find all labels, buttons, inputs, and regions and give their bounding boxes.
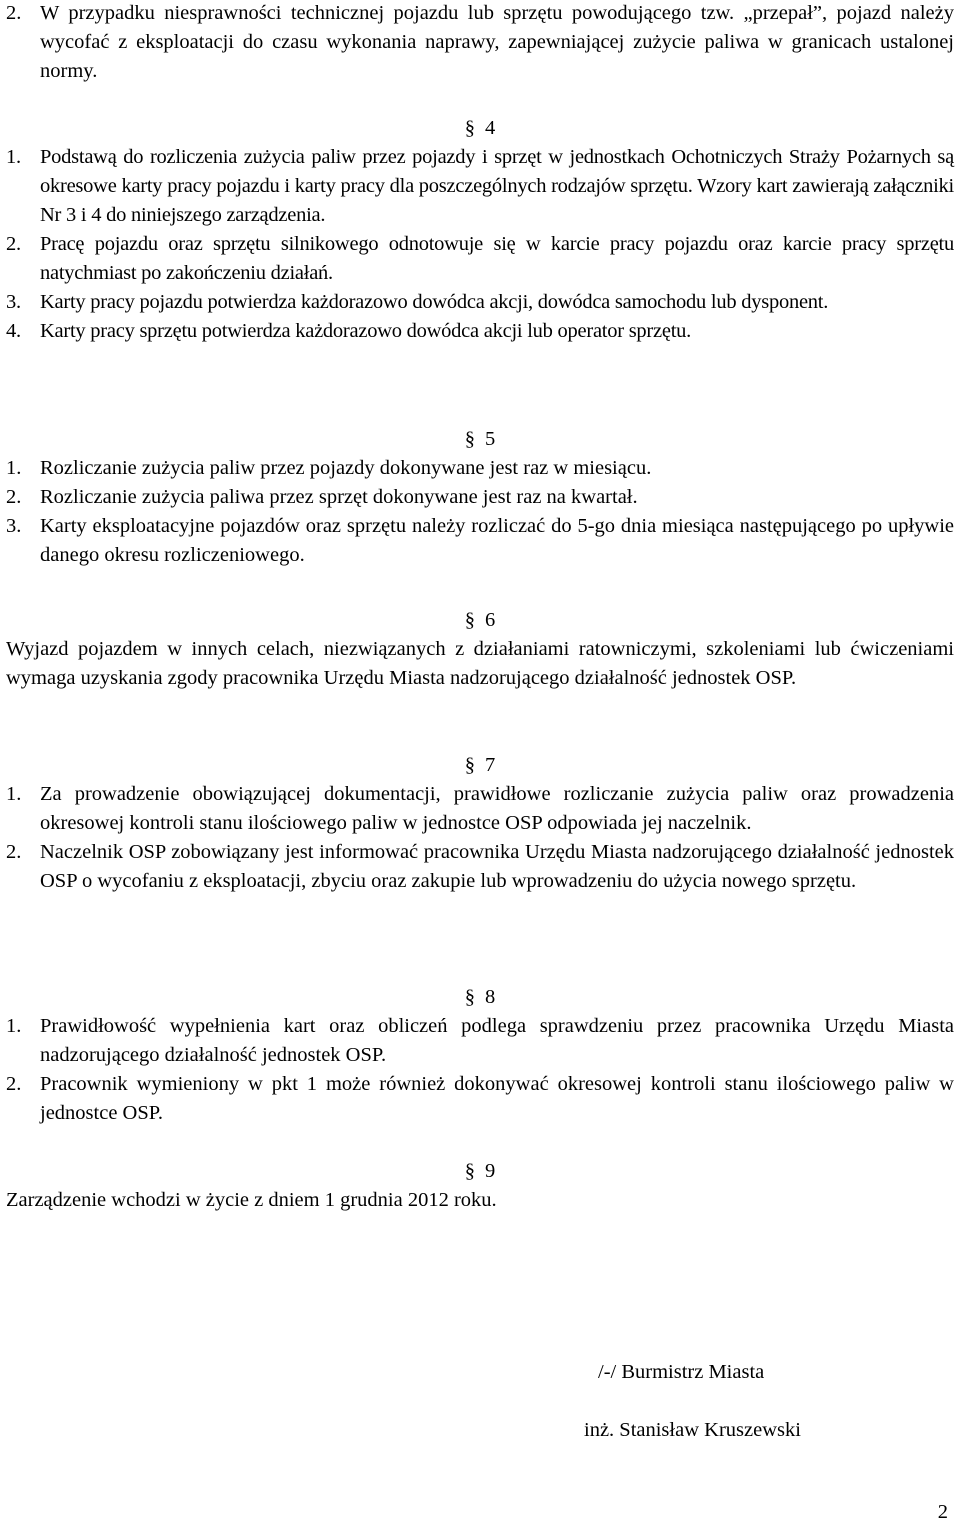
section-4-body bbox=[6, 143, 954, 346]
section-symbol: § bbox=[464, 986, 475, 1008]
signature-name: inż. Stanisław Kruszewski bbox=[584, 1419, 801, 1441]
section-number: 4 bbox=[485, 117, 496, 139]
section-7-item-1 bbox=[6, 780, 954, 838]
section-number: 6 bbox=[485, 609, 496, 631]
section-symbol: § bbox=[464, 428, 475, 450]
section-number: 9 bbox=[485, 1160, 496, 1182]
item-text: Podstawą do rozliczenia zużycia paliw przez pojazdy i sprzęt w jednostkach Ochotniczych Straży Pożarnych są okresowe karty pracy pojazdu i karty pracy dla poszczególnych rodzajów sprzętu. Wzory kart zawierają załączniki Nr 3 i 4 do niniejszego zarządzenia. bbox=[40, 146, 954, 226]
section-9-heading bbox=[6, 1157, 954, 1186]
item-number: 1. bbox=[6, 783, 22, 805]
item-text: Karty pracy sprzętu potwierdza każdorazowo dowódca akcji lub operator sprzętu. bbox=[40, 320, 692, 342]
section-number: 5 bbox=[485, 428, 496, 450]
section-5-item-1 bbox=[6, 454, 954, 483]
item-number: 1. bbox=[6, 457, 22, 479]
section-8-item-1 bbox=[6, 1012, 954, 1070]
section-7-item-2 bbox=[6, 838, 954, 896]
section-6-body bbox=[6, 635, 954, 693]
item-text: Karty pracy pojazdu potwierdza każdorazowo dowódca akcji, dowódca samochodu lub dysponent. bbox=[40, 291, 829, 313]
item-number: 1. bbox=[6, 1015, 22, 1037]
section-9-paragraph: Zarządzenie wchodzi w życie z dniem 1 grudnia 2012 roku. bbox=[6, 1189, 497, 1211]
item-text: Rozliczanie zużycia paliw przez pojazdy dokonywane jest raz w miesiącu. bbox=[40, 457, 652, 479]
item-text: Rozliczanie zużycia paliwa przez sprzęt dokonywane jest raz na kwartał. bbox=[40, 486, 638, 508]
item-text: Pracownik wymieniony w pkt 1 może również dokonywać okresowej kontroli stanu ilościowego paliw w jednostce OSP. bbox=[40, 1073, 954, 1124]
section-5-heading bbox=[6, 425, 954, 454]
section-6-heading bbox=[6, 606, 954, 635]
item-number: 2. bbox=[6, 841, 22, 863]
item-text: Za prowadzenie obowiązującej dokumentacji, prawidłowe rozliczanie zużycia paliw oraz prowadzenia okresowej kontroli stanu ilościowego paliw w jednostce OSP odpowiada jej naczelnik. bbox=[40, 783, 954, 834]
section-4-item-4 bbox=[6, 317, 954, 346]
item-text: Naczelnik OSP zobowiązany jest informować pracownika Urzędu Miasta nadzorującego działalność jednostek OSP o wycofaniu z eksploatacji, zbyciu oraz zakupie lub wprowadzeniu do użycia nowego sprzętu. bbox=[40, 841, 954, 892]
section-8-item-2 bbox=[6, 1070, 954, 1128]
item-number: 1. bbox=[6, 146, 21, 168]
page-number: 2 bbox=[937, 1501, 948, 1523]
item-top-2 bbox=[6, 0, 954, 86]
item-number: 3. bbox=[6, 515, 22, 537]
section-4-item-3 bbox=[6, 288, 954, 317]
item-number: 2. bbox=[6, 2, 22, 24]
item-text: Karty eksploatacyjne pojazdów oraz sprzętu należy rozliczać do 5-go dnia miesiąca następującego po upływie danego okresu rozliczeniowego. bbox=[40, 515, 954, 566]
section-symbol: § bbox=[464, 754, 475, 776]
section-5-item-2 bbox=[6, 483, 954, 512]
item-number: 2. bbox=[6, 1073, 22, 1095]
section-symbol: § bbox=[464, 117, 475, 139]
section-symbol: § bbox=[464, 609, 475, 631]
section-8-heading bbox=[6, 983, 954, 1012]
signature-title: /-/ Burmistrz Miasta bbox=[598, 1361, 765, 1383]
section-7-heading bbox=[6, 751, 954, 780]
section-9-body bbox=[6, 1186, 954, 1215]
section-4-item-1 bbox=[6, 143, 954, 230]
item-number: 2. bbox=[6, 486, 22, 508]
section-4-item-2 bbox=[6, 230, 954, 288]
section-5-body bbox=[6, 454, 954, 570]
section-4-heading bbox=[6, 114, 954, 143]
item-number: 2. bbox=[6, 233, 21, 255]
section-number: 8 bbox=[485, 986, 496, 1008]
item-text: W przypadku niesprawności technicznej pojazdu lub sprzętu powodującego tzw. „przepał”, pojazd należy wycofać z eksploatacji do czasu wykonania naprawy, zapewniającej zużycie paliwa w granicach ustalonej normy. bbox=[40, 2, 954, 82]
section-number: 7 bbox=[485, 754, 496, 776]
item-text: Pracę pojazdu oraz sprzętu silnikowego odnotowuje się w karcie pracy pojazdu oraz karcie pracy sprzętu natychmiast po zakończeniu działań. bbox=[40, 233, 954, 284]
section-7-body bbox=[6, 780, 954, 896]
section-symbol: § bbox=[464, 1160, 475, 1182]
section-6-paragraph: Wyjazd pojazdem w innych celach, niezwiązanych z działaniami ratowniczymi, szkoleniami lub ćwiczeniami wymaga uzyskania zgody pracownika Urzędu Miasta nadzorującego działalność jednostek OSP. bbox=[6, 638, 954, 689]
section-8-body bbox=[6, 1012, 954, 1128]
item-number: 3. bbox=[6, 291, 21, 313]
item-number: 4. bbox=[6, 320, 21, 342]
section-5-item-3 bbox=[6, 512, 954, 570]
item-text: Prawidłowość wypełnienia kart oraz obliczeń podlega sprawdzeniu przez pracownika Urzędu Miasta nadzorującego działalność jednostek OSP. bbox=[40, 1015, 954, 1066]
